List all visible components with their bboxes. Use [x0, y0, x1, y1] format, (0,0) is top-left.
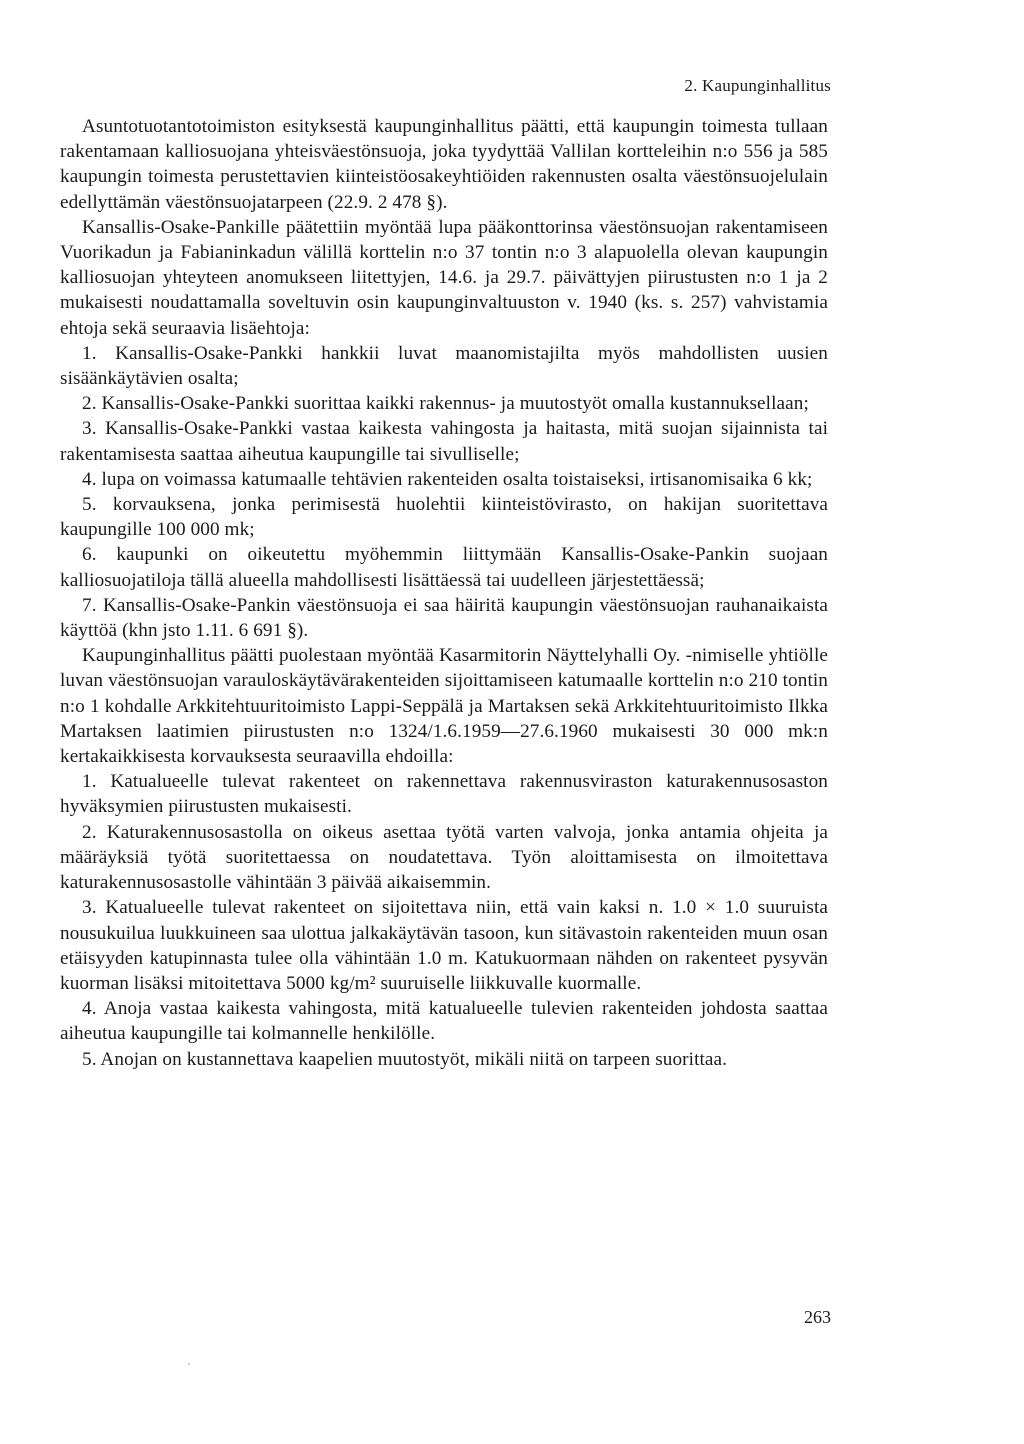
list-item: 4. Anoja vastaa kaikesta vahingosta, mitä katualueelle tulevien rakenteiden johdosta saattaa aiheutua kaupungille tai kolmannelle henkilölle. — [60, 998, 828, 1045]
paragraph: Kansallis-Osake-Pankille päätettiin myöntää lupa pääkonttorinsa väestönsuojan rakentamiseen Vuorikadun ja Fabianinkadun välillä korttelin n:o 37 tontin n:o 3 alapuolella olevan kaupungin kalliosuojan yhteyteen anomukseen liitettyjen, 14.6. ja 29.7. päivättyjen piirustusten n:o 1 ja 2 mukaisesti noudattamalla soveltuvin osin kaupunginvaltuuston v. 1940 (ks. s. 257) vahvistamia ehtoja sekä seuraavia lisäehtoja: — [60, 216, 828, 339]
list-item: 7. Kansallis-Osake-Pankin väestönsuoja ei saa häiritä kaupungin väestönsuojan rauhanaikaista käyttöä (khn jsto 1.11. 6 691 §). — [60, 594, 828, 642]
running-head: 2. Kaupunginhallitus — [684, 76, 831, 95]
paragraph: Asuntotuotantotoimiston esityksestä kaupunginhallitus päätti, että kaupungin toimesta tullaan rakentamaan kalliosuojana yhteisväestönsuoja, joka tyydyttää Vallilan kortteleihin n:o 556 ja 585 kaupungin toimesta perustettavien kiinteistöosakeyhtiöiden rakennusten osalta väestönsuojelulain edellyttämän väestönsuojatarpeen (22.9. 2 478 §). — [60, 116, 828, 213]
list-item: 4. lupa on voimassa katumaalle tehtävien rakenteiden osalta toistaiseksi, irtisanomisaika 6 kk; — [82, 468, 813, 490]
list-item: 6. kaupunki on oikeutettu myöhemmin liittymään Kansallis-Osake-Pankin suojaan kalliosuojatiloja tällä alueella mahdollisesti lisättäessä tai uudelleen järjestettäessä; — [60, 544, 828, 591]
body-text — [60, 114, 828, 1072]
list-item: 2. Kansallis-Osake-Pankki suorittaa kaikki rakennus- ja muutostyöt omalla kustannuksellaan; — [82, 393, 809, 415]
scan-speck — [188, 1363, 190, 1365]
paragraph: Kaupunginhallitus päätti puolestaan myöntää Kasarmitorin Näyttelyhalli Oy. -nimiselle yhtiölle luvan väestönsuojan varauloskäytävärakenteiden sijoittamiseen katumaalle korttelin n:o 210 tontin n:o 1 kohdalle Arkkitehtuuritoimisto Lappi-Seppälä ja Martaksen sekä Arkkitehtuuritoimisto Ilkka Martaksen laatimien piirustusten n:o 1324/1.6.1959—27.6.1960 mukaisesti 30 000 mk:n kertakaikkisesta korvauksesta seuraavilla ehdoilla: — [60, 645, 828, 768]
page-number: 263 — [804, 1307, 831, 1327]
list-item: 5. Anojan on kustannettava kaapelien muutostyöt, mikäli niitä on tarpeen suorittaa. — [82, 1048, 728, 1070]
list-item: 2. Katurakennusosastolla on oikeus asettaa työtä varten valvoja, jonka antamia ohjeita ja määräyksiä työtä suoritettaessa on noudatettava. Työn aloittamisesta on ilmoitettava katurakennusosastolle vähintään 3 päivää aikaisemmin. — [60, 821, 828, 894]
list-item: 1. Kansallis-Osake-Pankki hankkii luvat maanomistajilta myös mahdollisten uusien sisäänkäytävien osalta; — [60, 342, 828, 390]
list-item: 5. korvauksena, jonka perimisestä huolehtii kiinteistövirasto, on hakijan suoritettava kaupungille 100 000 mk; — [60, 494, 828, 541]
list-item: 3. Katualueelle tulevat rakenteet on sijoitettava niin, että vain kaksi n. 1.0 × 1.0 suuruista nousukuilua luukkuineen saa ulottua jalkakäytävän tasoon, kun sitävastoin rakenteiden muun osan etäisyyden katupinnasta tulee olla vähintään 1.0 m. Katukuormaan nähden on rakenteet pysyvän kuorman lisäksi mitoitettava 5000 kg/m² suuruiselle liikkuvalle kuormalle. — [60, 897, 828, 994]
list-item: 3. Kansallis-Osake-Pankki vastaa kaikesta vahingosta ja haitasta, mitä suojan sijainnista tai rakentamisesta saattaa aiheutua kaupungille tai sivulliselle; — [60, 418, 828, 465]
list-item: 1. Katualueelle tulevat rakenteet on rakennettava rakennusviraston katurakennusosaston hyväksymien piirustusten mukaisesti. — [60, 771, 828, 818]
